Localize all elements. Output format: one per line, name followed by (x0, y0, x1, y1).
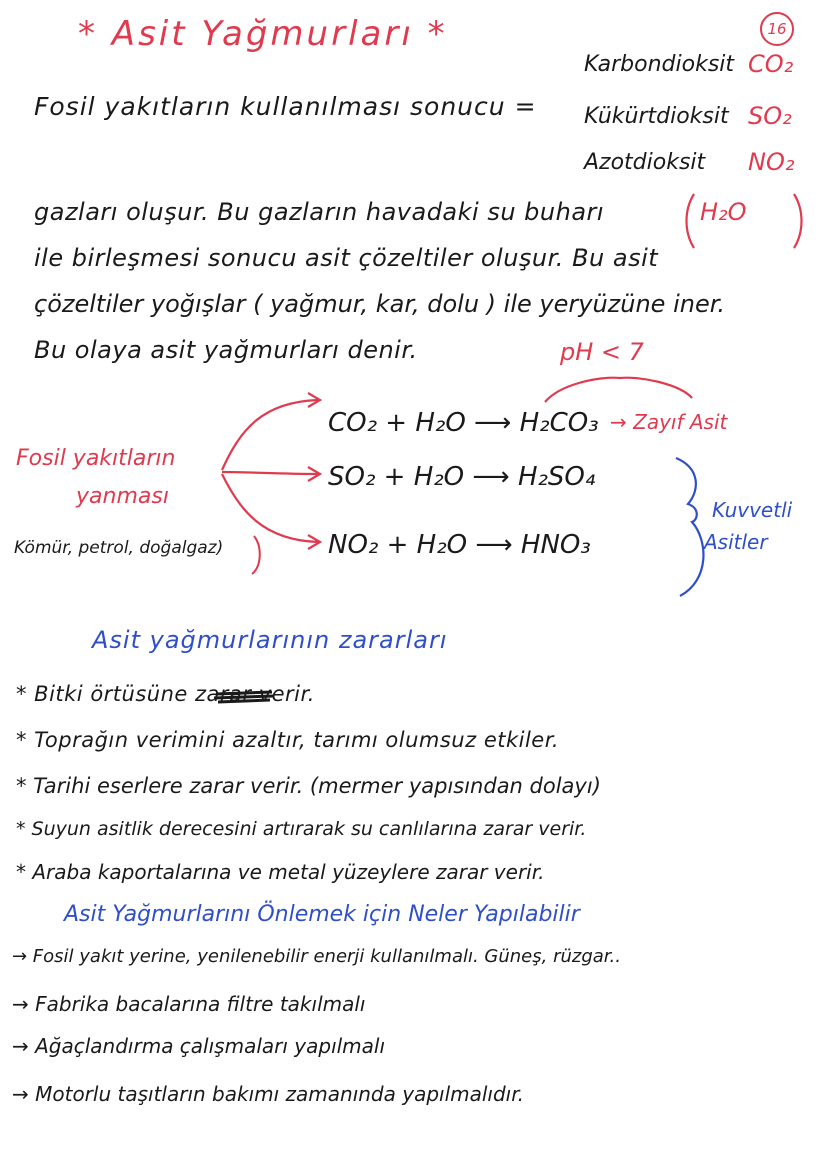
source-paren (252, 536, 260, 574)
harm-item-4: * Suyun asitlik derecesini artırarak su canlılarına zarar verir. (16, 818, 587, 840)
prevention-title: Asit Yağmurlarını Önlemek için Neler Yapılabilir (64, 902, 580, 927)
intro-lead: Fosil yakıtların kullanılması sonucu = (34, 92, 537, 121)
ph-label: pH < 7 (560, 338, 644, 366)
prevention-item-2: → Fabrika bacalarına filtre takılmalı (12, 992, 366, 1016)
harm-item-5: * Araba kaportalarına ve metal yüzeylere zarar verir. (16, 860, 545, 884)
harm-item-2: * Toprağın verimini azaltır, tarımı olumsuz etkiler. (16, 728, 560, 752)
gas-name-co2: Karbondioksit (584, 52, 735, 77)
page-title: * Asit Yağmurları * (78, 14, 448, 54)
intro-line-1: gazları oluşur. Bu gazların havadaki su buharı (34, 198, 605, 226)
strong-acids-line-1: Kuvvetli (712, 498, 793, 522)
water-bracket-right (794, 194, 802, 248)
gas-formula-so2: SO₂ (748, 102, 792, 130)
intro-line-2: ile birleşmesi sonucu asit çözeltiler oluşur. Bu asit (34, 244, 659, 272)
reaction-co2: CO₂ + H₂O ⟶ H₂CO₃ (328, 408, 599, 438)
arrow-to-so2 (222, 472, 318, 474)
gas-name-no2: Azotdioksit (584, 150, 706, 175)
gas-formula-co2: CO₂ (748, 50, 794, 78)
strong-acids-line-2: Asitler (704, 530, 768, 554)
intro-line-4: Bu olaya asit yağmurları denir. (34, 336, 418, 364)
harm-item-3: * Tarihi eserlere zarar verir. (mermer yapısından dolayı) (16, 774, 601, 798)
gas-name-so2: Kükürtdioksit (584, 104, 729, 129)
arrow-to-no2 (222, 474, 318, 542)
arrow-to-no2-head (308, 535, 320, 549)
intro-line-3: çözeltiler yoğışlar ( yağmur, kar, dolu ) ile yeryüzüne iner. (34, 290, 726, 318)
arrow-to-co2-head (308, 393, 320, 407)
strong-acids-brace (676, 458, 703, 596)
prevention-item-3: → Ağaçlandırma çalışmaları yapılmalı (12, 1034, 386, 1058)
page-number: 16 (760, 12, 794, 46)
source-label-line-1: Fosil yakıtların (16, 446, 176, 471)
source-label-line-2: yanması (76, 484, 169, 509)
prevention-item-4: → Motorlu taşıtların bakımı zamanında yapılmalıdır. (12, 1082, 524, 1106)
harms-title: Asit yağmurlarının zararları (92, 626, 448, 654)
source-examples: Kömür, petrol, doğalgaz) (14, 538, 224, 558)
water-bracket-left (687, 194, 695, 248)
arrow-to-so2-head (308, 467, 320, 481)
prevention-item-1: → Fosil yakıt yerine, yenilenebilir enerji kullanılmalı. Güneş, rüzgar.. (12, 946, 621, 967)
reaction-no2: NO₂ + H₂O ⟶ HNO₃ (328, 530, 591, 560)
ph-brace (545, 378, 692, 402)
gas-formula-no2: NO₂ (748, 148, 795, 176)
reaction-co2-result: → Zayıf Asit (610, 410, 728, 434)
arrow-to-co2 (222, 400, 318, 470)
intro-water-formula: H₂O (700, 198, 747, 226)
reaction-so2: SO₂ + H₂O ⟶ H₂SO₄ (328, 462, 596, 492)
harm-item-1: * Bitki örtüsüne zarar verir. (16, 682, 315, 706)
